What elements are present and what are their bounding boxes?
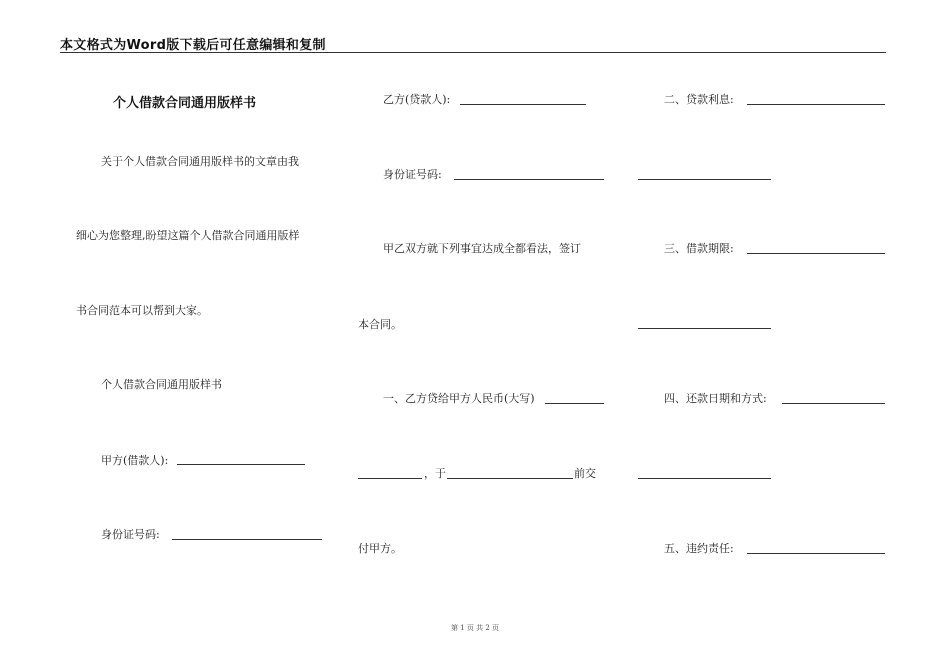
party-a-id-row bbox=[101, 528, 160, 542]
agreement-line-1: 甲乙双方就下列事宜达成全都看法，签订 bbox=[383, 242, 581, 255]
party-a-label: 甲方(借款人): bbox=[101, 454, 169, 467]
intro-line-3: 书合同范本可以帮到大家。 bbox=[76, 304, 208, 317]
intro-line-2: 细心为您整理,盼望这篇个人借款合同通用版样 bbox=[76, 229, 300, 242]
party-a-row bbox=[101, 454, 168, 468]
party-a-blank[interactable] bbox=[177, 464, 305, 465]
repay-label: 四、还款日期和方式: bbox=[664, 392, 767, 405]
term-blank[interactable] bbox=[747, 253, 885, 254]
clause-1-line-3: 付甲方。 bbox=[358, 542, 402, 555]
clause-1-label: 一、乙方贷给甲方人民币(大写) bbox=[383, 392, 535, 405]
interest-row bbox=[664, 93, 734, 107]
amount-blank-cont[interactable] bbox=[358, 478, 422, 479]
clause-1-mid: ，于 bbox=[424, 467, 446, 480]
header-title: 本文格式为Word版下载后可任意编辑和复制 bbox=[60, 38, 326, 53]
interest-label: 二、贷款利息: bbox=[664, 93, 734, 106]
clause-1-line-1 bbox=[383, 392, 535, 406]
intro-line-1: 关于个人借款合同通用版样书的文章由我 bbox=[101, 155, 299, 168]
term-label: 三、借款期限: bbox=[664, 242, 734, 255]
party-a-id-blank[interactable] bbox=[172, 539, 322, 540]
term-blank-cont[interactable] bbox=[638, 328, 771, 329]
party-b-id-label: 身份证号码: bbox=[383, 168, 442, 181]
party-a-id-label: 身份证号码: bbox=[101, 528, 160, 541]
interest-blank[interactable] bbox=[747, 104, 885, 105]
repay-blank[interactable] bbox=[782, 403, 885, 404]
interest-blank-cont[interactable] bbox=[638, 179, 771, 180]
document-title: 个人借款合同通用版样书 bbox=[113, 96, 257, 111]
party-b-id-row bbox=[383, 168, 442, 182]
party-b-blank[interactable] bbox=[460, 104, 586, 105]
liability-blank[interactable] bbox=[747, 553, 885, 554]
liability-label: 五、违约责任: bbox=[664, 542, 734, 555]
liability-row bbox=[664, 542, 734, 556]
page-number: 第 1 页 共 2 页 bbox=[450, 624, 500, 632]
date-blank[interactable] bbox=[447, 478, 573, 479]
party-b-row bbox=[383, 93, 450, 107]
repay-row bbox=[664, 392, 767, 406]
agreement-line-2: 本合同。 bbox=[358, 318, 402, 331]
party-b-id-blank[interactable] bbox=[454, 179, 604, 180]
term-row bbox=[664, 242, 734, 256]
party-b-label: 乙方(贷款人): bbox=[383, 93, 451, 106]
document-header bbox=[60, 34, 886, 53]
contract-subtitle: 个人借款合同通用版样书 bbox=[101, 378, 222, 391]
amount-blank[interactable] bbox=[545, 403, 604, 404]
repay-blank-cont[interactable] bbox=[638, 478, 771, 479]
clause-1-end: 前交 bbox=[574, 467, 596, 480]
